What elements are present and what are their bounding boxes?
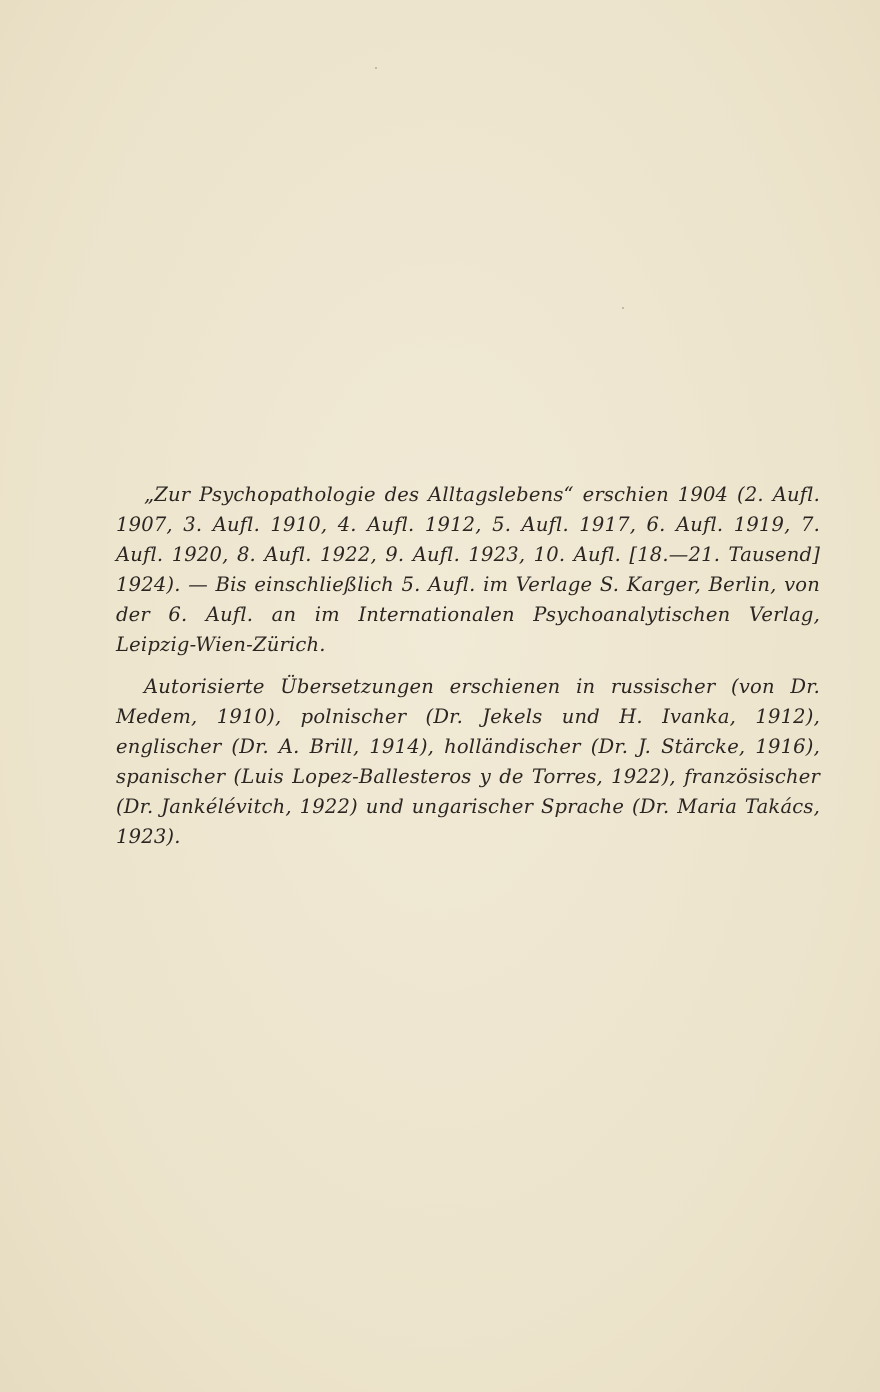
paper-speck [375,67,377,69]
translations-paragraph: Autorisierte Übersetzungen erschienen in russischer (von Dr. Medem, 1910), polnischer (Dr. Jekels und H. Ivanka, 1912), englischer (Dr. A. Brill, 1914), holländischer (Dr. J. Stärcke, 1916), spanischer (Luis Lopez-Ballesteros y de Torres, 1922), französischer (Dr. Jankélévitch, 1922) und ungarischer Sprache (Dr. Maria Takács, 1923). [116,675,820,848]
paper-speck [622,307,624,309]
edition-note [116,480,820,852]
publication-history-paragraph: „Zur Psychopathologie des Alltagslebens“ erschien 1904 (2. Aufl. 1907, 3. Aufl. 1910, 4. Aufl. 1912, 5. Aufl. 1917, 6. Aufl. 1919, 7. Aufl. 1920, 8. Aufl. 1922, 9. Aufl. 1923, 10. Aufl. [18.—21. Tausend] 1924). — Bis einschließlich 5. Aufl. im Verlage S. Karger, Berlin, von der 6. Aufl. an im Internationalen Psychoanalytischen Verlag, Leipzig-Wien-Zürich. [116,483,820,656]
